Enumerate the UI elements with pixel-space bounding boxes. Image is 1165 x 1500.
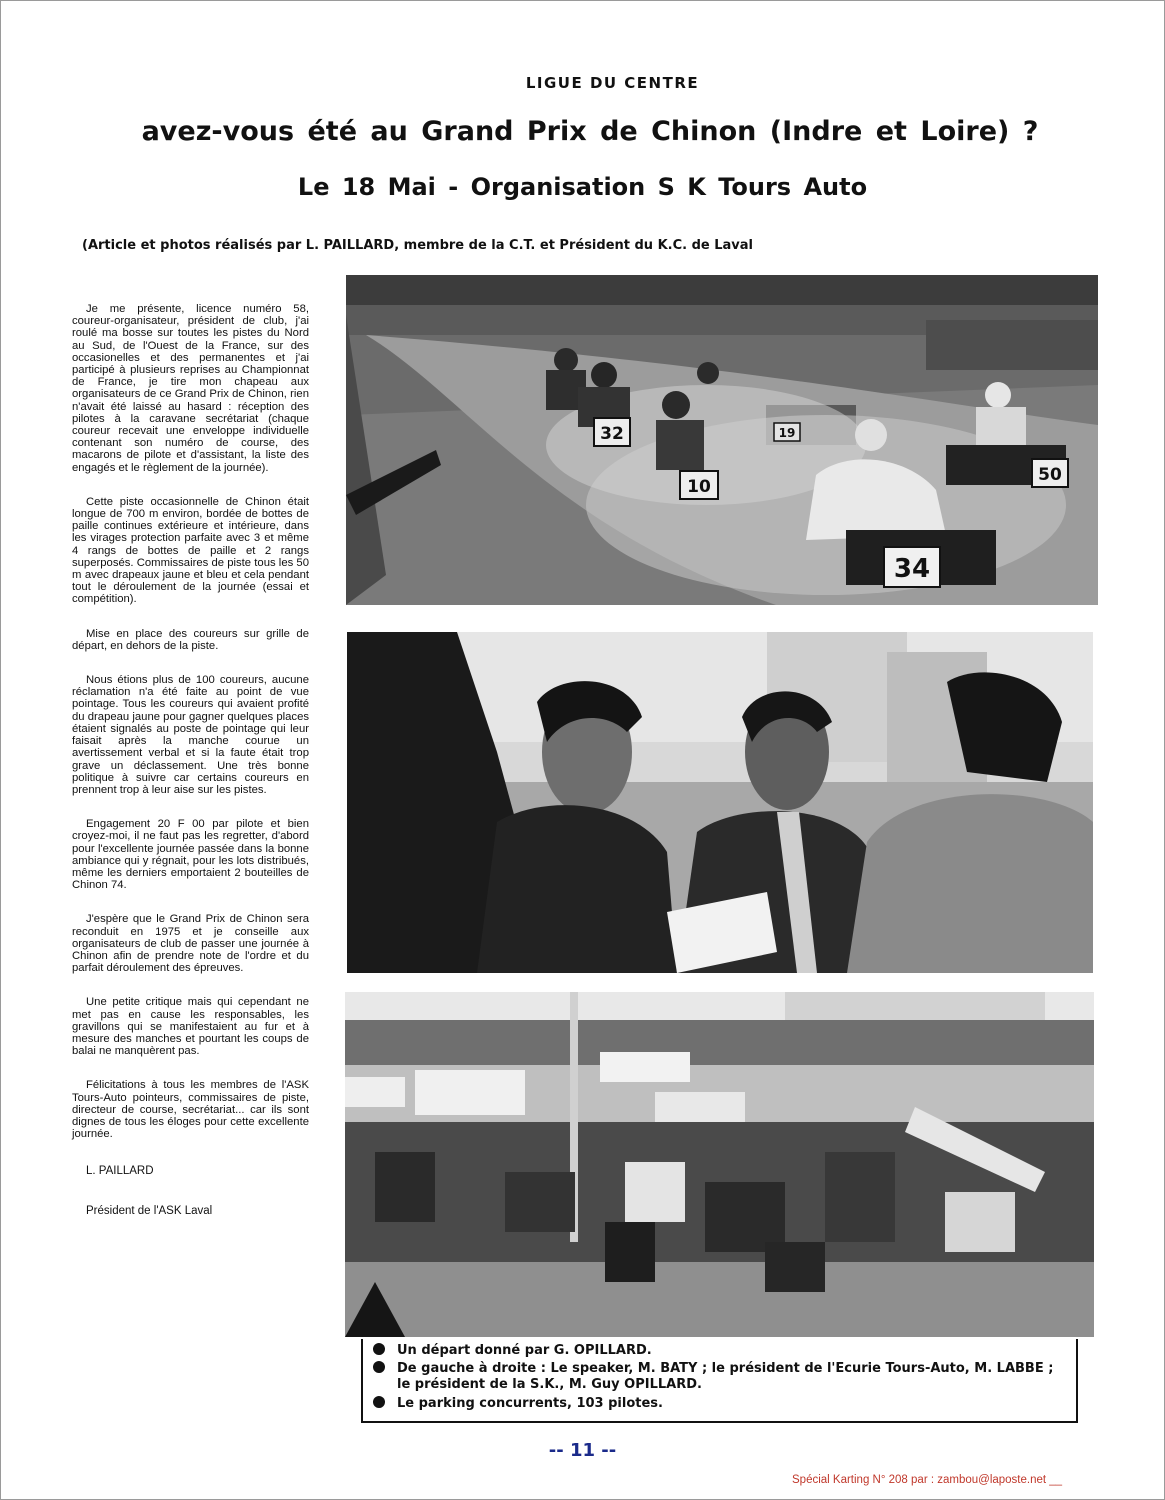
bullet-icon xyxy=(373,1343,385,1355)
bullet-icon xyxy=(373,1396,385,1408)
caption-box xyxy=(361,1339,1078,1423)
kart-number-label: 10 xyxy=(687,477,711,497)
signature-name: L. PAILLARD xyxy=(86,1165,154,1178)
caption-text: Un départ donné par G. OPILLARD. xyxy=(397,1343,652,1358)
subheadline: Le 18 Mai - Organisation S K Tours Auto xyxy=(297,173,868,201)
article-paragraph: Cette piste occasionnelle de Chinon était longue de 700 m environ, bordée de bottes de paille continues extérieure et intérieure, dans les virages protection parfaite avec 3 et même 4 rangs de bottes de paille et 2 rangs superposés. Commissaires de piste tous les 50 m avec drapeaux jaune et bleu et cela pendant tout le déroulement de la journée (essai et compétition). xyxy=(72,495,309,606)
page-number: -- 11 -- xyxy=(548,1440,617,1461)
photo-credit: (Article et photos réalisés par L. PAILLARD, membre de la C.T. et Président du K.C. de Laval xyxy=(82,238,754,253)
article-column xyxy=(72,303,309,1242)
kart-number-label: 34 xyxy=(893,554,931,584)
kart-number-label: 32 xyxy=(600,424,624,444)
article-paragraph: Engagement 20 F 00 par pilote et bien croyez-moi, il ne faut pas les regretter, d'abord pour l'excellente journée passée dans la bonne ambiance qui y régnait, pour les lots distribués, même les derniers emportaient 2 bouteilles de Chinon 74. xyxy=(72,818,309,892)
section-label: LIGUE DU CENTRE xyxy=(525,74,700,92)
kart-number-label: 19 xyxy=(778,426,796,440)
race-photo xyxy=(346,275,1098,605)
caption-text: Le parking concurrents, 103 pilotes. xyxy=(397,1396,663,1411)
article-paragraph: Félicitations à tous les membres de l'ASK Tours-Auto pointeurs, commissaires de piste, directeur de course, secrétariat... car ils sont dignes de tous les éloges pour cette excellente journée. xyxy=(72,1079,309,1141)
article-paragraph: Une petite critique mais qui cependant ne met pas en cause les responsables, les gravillons qui se manifestaient au fur et à mesure des manches et pourtant les coups de balai ne manquèrent pas. xyxy=(72,996,309,1058)
article-paragraph: Nous étions plus de 100 coureurs, aucune réclamation n'a été faite au point de vue pointage. Tous les coureurs qui avaient profité du drapeau jaune pour gagner quelques places étaient signalés au poste de pointage qui leur faisait après la manche courue un avertissement verbal et si la faute était trop grave un déclassement. Une très bonne politique à suivre car certains coureurs en prennent trop à leur aise sur les pistes. xyxy=(72,674,309,796)
article-paragraph: Mise en place des coureurs sur grille de départ, en dehors de la piste. xyxy=(72,627,309,652)
caption-item xyxy=(373,1361,1057,1393)
signature-title: Président de l'ASK Laval xyxy=(86,1205,213,1218)
footer-source: Spécial Karting N° 208 par : zambou@laposte.net __ xyxy=(792,1474,1063,1486)
kart-number-label: 50 xyxy=(1038,465,1062,485)
headline: avez-vous été au Grand Prix de Chinon (Indre et Loire) ? xyxy=(141,116,1039,147)
caption-item xyxy=(373,1396,1057,1412)
caption-item xyxy=(373,1343,1057,1359)
caption-text: De gauche à droite : Le speaker, M. BATY ; le président de l'Ecurie Tours-Auto, M. LABBE ; le président de la S.K., M. Guy OPILLARD. xyxy=(397,1361,1054,1392)
officials-photo xyxy=(347,632,1093,973)
article-paragraph: J'espère que le Grand Prix de Chinon sera reconduit en 1975 et je conseille aux organisateurs de club de passer une journée à Chinon afin de prendre note de l'ordre et du parfait déroulement des épreuves. xyxy=(72,913,309,975)
parking-photo xyxy=(345,992,1094,1337)
bullet-icon xyxy=(373,1361,385,1373)
article-paragraph: Je me présente, licence numéro 58, coureur-organisateur, président de club, j'ai roulé ma bosse sur toutes les pistes du Nord au Sud, de l'Ouest de la France, sur des occasionelles et des permanentes et j'ai participé à plusieurs reprises au Championnat de France, je tire mon chapeau aux organisateurs de ce Grand Prix de Chinon, rien n'avait été laissé au hasard : réception des pilotes à la caravane secrétariat (chaque coureur recevait une enveloppe individuelle contenant son numéro de course, des macarons de pilote et d'assistant, la liste des engagés et le règlement de la journée). xyxy=(72,303,309,474)
